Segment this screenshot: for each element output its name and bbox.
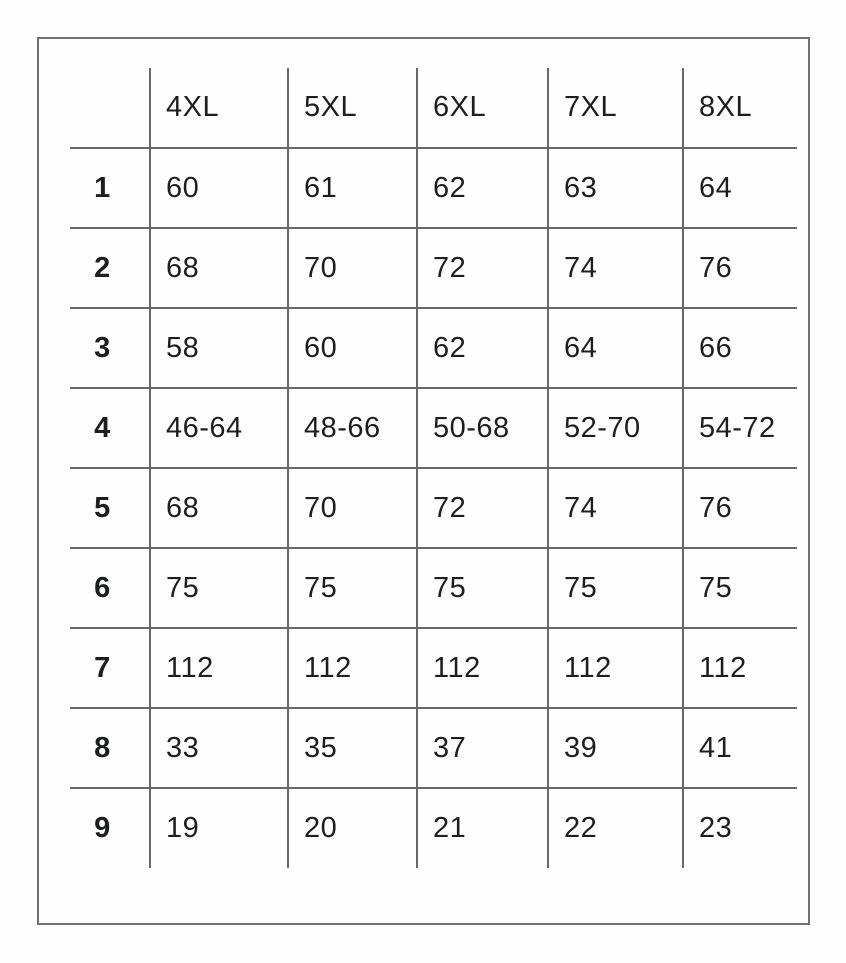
- row-label-cell: 3: [70, 308, 150, 388]
- header-cell-6xl: 6XL: [417, 68, 548, 148]
- header-cell-5xl: 5XL: [288, 68, 417, 148]
- row-label-cell: 8: [70, 708, 150, 788]
- value-cell: 48-66: [288, 388, 417, 468]
- header-cell-4xl: 4XL: [150, 68, 288, 148]
- value-cell: 112: [417, 628, 548, 708]
- value-cell: 72: [417, 228, 548, 308]
- value-cell: 54-72: [683, 388, 797, 468]
- value-cell: 62: [417, 148, 548, 228]
- value-cell: 21: [417, 788, 548, 868]
- value-cell: 112: [683, 628, 797, 708]
- row-label-cell: 9: [70, 788, 150, 868]
- table-row: [70, 548, 797, 628]
- row-label-cell: 1: [70, 148, 150, 228]
- table-row: [70, 148, 797, 228]
- value-cell: 52-70: [548, 388, 683, 468]
- value-cell: 74: [548, 228, 683, 308]
- value-cell: 23: [683, 788, 797, 868]
- outer-border-frame: [37, 37, 810, 925]
- table-row: [70, 468, 797, 548]
- value-cell: 20: [288, 788, 417, 868]
- value-cell: 70: [288, 468, 417, 548]
- value-cell: 46-64: [150, 388, 288, 468]
- row-label-cell: 2: [70, 228, 150, 308]
- value-cell: 41: [683, 708, 797, 788]
- value-cell: 76: [683, 228, 797, 308]
- value-cell: 37: [417, 708, 548, 788]
- header-row: [70, 68, 797, 148]
- value-cell: 50-68: [417, 388, 548, 468]
- value-cell: 75: [288, 548, 417, 628]
- value-cell: 66: [683, 308, 797, 388]
- value-cell: 60: [150, 148, 288, 228]
- value-cell: 76: [683, 468, 797, 548]
- table-row: [70, 628, 797, 708]
- value-cell: 64: [683, 148, 797, 228]
- table-row: [70, 228, 797, 308]
- value-cell: 39: [548, 708, 683, 788]
- value-cell: 63: [548, 148, 683, 228]
- table-row: [70, 708, 797, 788]
- row-label-cell: 5: [70, 468, 150, 548]
- value-cell: 75: [683, 548, 797, 628]
- value-cell: 112: [150, 628, 288, 708]
- value-cell: 74: [548, 468, 683, 548]
- value-cell: 61: [288, 148, 417, 228]
- value-cell: 68: [150, 468, 288, 548]
- header-cell-8xl: 8XL: [683, 68, 797, 148]
- value-cell: 112: [548, 628, 683, 708]
- row-label-cell: 4: [70, 388, 150, 468]
- value-cell: 58: [150, 308, 288, 388]
- value-cell: 62: [417, 308, 548, 388]
- value-cell: 19: [150, 788, 288, 868]
- value-cell: 75: [548, 548, 683, 628]
- value-cell: 72: [417, 468, 548, 548]
- value-cell: 70: [288, 228, 417, 308]
- table-body: [70, 148, 797, 868]
- value-cell: 68: [150, 228, 288, 308]
- value-cell: 33: [150, 708, 288, 788]
- value-cell: 35: [288, 708, 417, 788]
- value-cell: 75: [150, 548, 288, 628]
- size-chart-table: [70, 68, 797, 868]
- row-label-cell: 6: [70, 548, 150, 628]
- value-cell: 112: [288, 628, 417, 708]
- header-cell-7xl: 7XL: [548, 68, 683, 148]
- table-row: [70, 308, 797, 388]
- row-label-cell: 7: [70, 628, 150, 708]
- table-row: [70, 388, 797, 468]
- value-cell: 64: [548, 308, 683, 388]
- header-empty-cell: [70, 68, 150, 148]
- value-cell: 22: [548, 788, 683, 868]
- value-cell: 60: [288, 308, 417, 388]
- table-row: [70, 788, 797, 868]
- value-cell: 75: [417, 548, 548, 628]
